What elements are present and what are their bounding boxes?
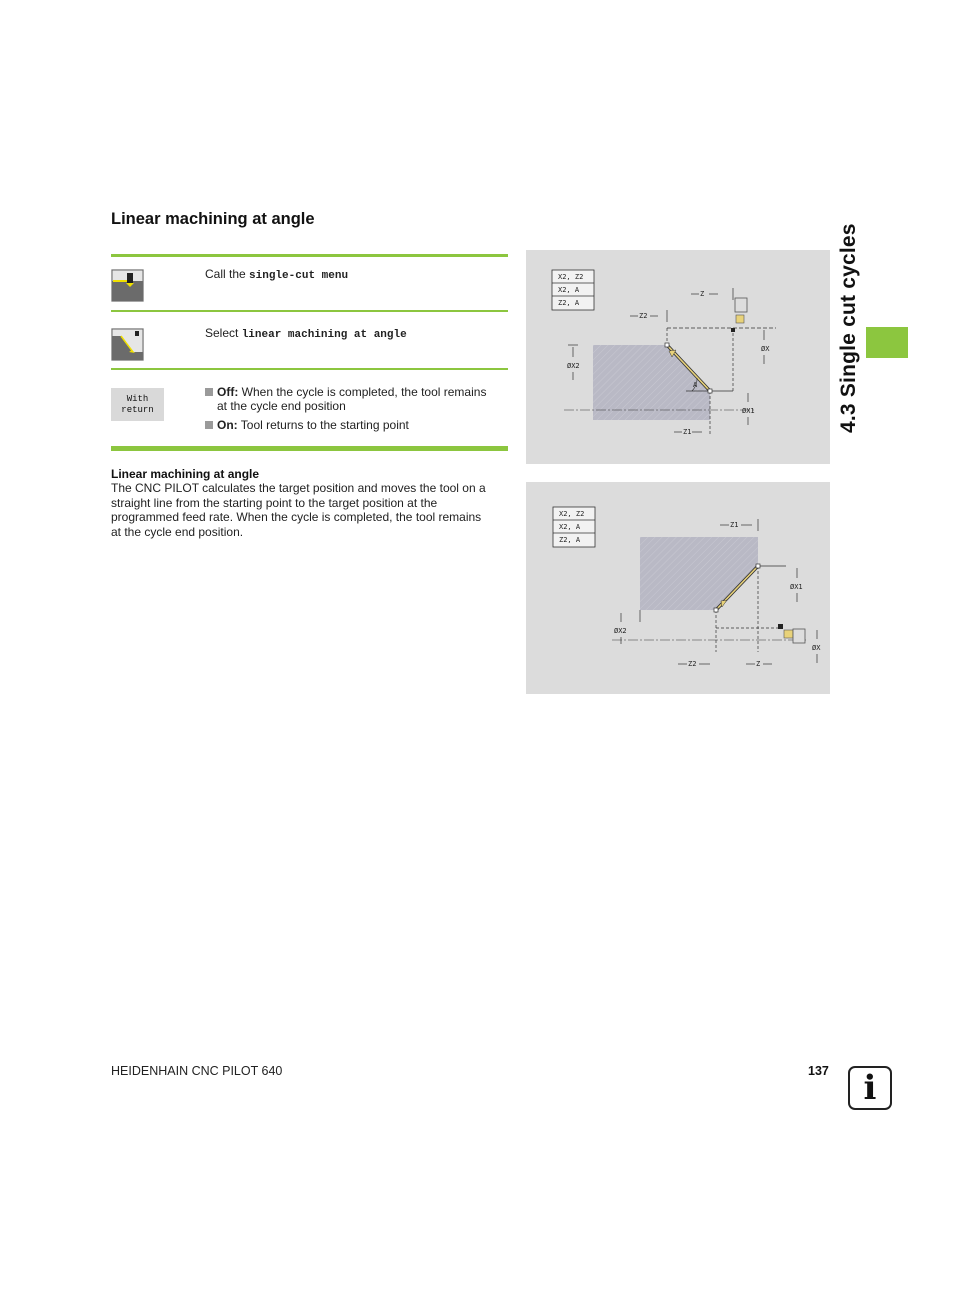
footer-product: HEIDENHAIN CNC PILOT 640 <box>111 1064 283 1078</box>
option-desc: When the cycle is completed, the tool remains <box>238 385 487 399</box>
single-cut-menu-icon[interactable] <box>111 269 144 302</box>
description-line: The CNC PILOT calculates the target position and moves the tool on a <box>111 481 486 495</box>
option-term: On: <box>217 418 238 432</box>
label-a: A <box>693 381 698 389</box>
description-line: at the cycle end position. <box>111 524 244 539</box>
label-x1: ØX1 <box>742 407 755 415</box>
param-x2a: X2, A <box>559 523 581 531</box>
linear-angle-icon[interactable] <box>111 328 144 361</box>
param-x2a: X2, A <box>558 286 580 294</box>
step-code: linear machining at angle <box>241 329 407 341</box>
param-x2z2: X2, Z2 <box>558 273 584 281</box>
label-z2: Z2 <box>639 312 648 320</box>
row-divider <box>111 368 508 370</box>
option-desc: Tool returns to the starting point <box>237 418 409 432</box>
label-z2: Z2 <box>688 660 697 668</box>
label-x: ØX <box>812 644 821 652</box>
page-number: 137 <box>808 1064 829 1078</box>
step-code: single-cut menu <box>249 270 349 282</box>
param-x2z2: X2, Z2 <box>559 510 585 518</box>
description-line: straight line from the starting point to the target position at the <box>111 495 438 510</box>
param-z2a: Z2, A <box>559 536 581 544</box>
chapter-tab <box>866 327 908 358</box>
description-body <box>111 481 509 539</box>
label-x1: ØX1 <box>790 583 803 591</box>
section-title: Linear machining at angle <box>111 210 315 228</box>
param-z2a: Z2, A <box>558 299 580 307</box>
with-return-softkey[interactable] <box>111 388 164 421</box>
softkey-line: return <box>121 404 154 415</box>
description-heading: Linear machining at angle <box>111 467 260 481</box>
softkey-line: With <box>126 393 149 404</box>
description-line: programmed feed rate. When the cycle is completed, the tool remains <box>111 510 482 524</box>
table-top-rule <box>111 254 508 257</box>
bullet-icon <box>205 421 213 429</box>
bullet-icon <box>205 388 213 396</box>
label-z: Z <box>700 290 705 298</box>
step-prefix: Call the <box>205 267 250 281</box>
figure-1 <box>526 250 830 464</box>
label-z1: Z1 <box>683 428 692 436</box>
row-divider <box>111 310 508 312</box>
info-icon <box>848 1066 892 1110</box>
step-call-menu <box>205 267 348 282</box>
option-off <box>205 385 510 413</box>
info-glyph: i <box>863 1068 877 1108</box>
option-term: Off: <box>217 385 239 399</box>
label-x2: ØX2 <box>567 362 580 370</box>
figure-2 <box>526 482 830 694</box>
chapter-title: 4.3 Single cut cycles <box>837 223 860 433</box>
step-prefix: Select <box>205 326 242 340</box>
option-desc-cont: at the cycle end position <box>217 399 346 413</box>
option-on <box>205 418 510 432</box>
label-x2: ØX2 <box>614 627 627 635</box>
label-x: ØX <box>761 345 770 353</box>
step-select-cycle <box>205 326 407 341</box>
label-z1: Z1 <box>730 521 739 529</box>
table-bottom-rule <box>111 446 508 451</box>
label-z: Z <box>756 660 761 668</box>
